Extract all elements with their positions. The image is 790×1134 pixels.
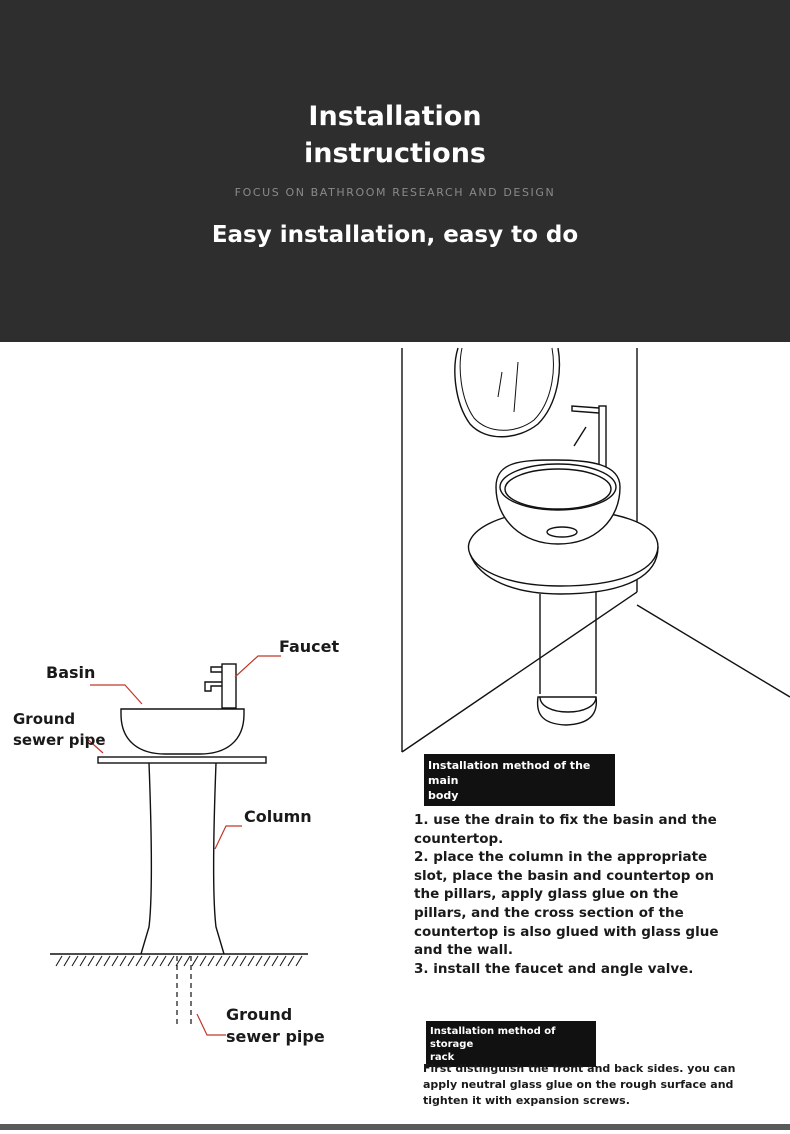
storage-rack-heading-line1: Installation method of storage [430,1026,556,1050]
ground-sewer-bottom-line1: Ground [226,1005,293,1024]
floor-right-edge [637,605,790,697]
pedestal-diagram [0,342,390,1122]
basin-label: Basin [46,663,96,682]
title-line-1: Installation [308,101,482,132]
ground-sewer-bottom-label [226,1004,325,1048]
ground-sewer-top-line2: sewer pipe [13,731,106,749]
step-2: 2. place the column in the appropriate slot, place the basin and countertop on the pillars, apply glass glue on the pillars, and the cross section of the countertop is also glued with glass glue and the wall. [414,849,719,959]
floor-hatch [56,956,302,966]
sewer-pipe-drawing [177,956,191,1028]
main-body-heading [424,754,615,806]
step-3: 3. install the faucet and angle valve. [414,960,694,977]
room-faucet-drawing [572,406,606,468]
room-scene-svg [390,342,790,762]
ground-sewer-bottom-line2: sewer pipe [226,1027,325,1046]
main-body-heading-line2: body [428,789,459,802]
page-title [0,98,790,172]
storage-rack-text: First distinguish the front and back sides. you can apply neutral glass glue on the rough surface and tighten it with expansion screws. [423,1062,736,1107]
main-body-steps [414,811,734,978]
column-label: Column [244,807,312,826]
ground-sewer-top-line1: Ground [13,710,76,728]
faucet-label: Faucet [279,637,340,656]
bottom-divider [0,1124,790,1130]
main-body-heading-line1: Installation method of the main [428,759,591,787]
column-drawing [141,763,224,954]
subtitle: FOCUS ON BATHROOM RESEARCH AND DESIGN [234,186,556,199]
mirror-drawing [455,348,560,437]
tagline: Easy installation, easy to do [211,222,579,248]
step-1: 1. use the drain to fix the basin and the countertop. [414,812,717,847]
room-column-drawing [540,592,596,694]
faucet-drawing [205,664,236,708]
basin-bowl-drawing [121,709,244,754]
ground-sewer-top-label [13,709,106,751]
wall-floor-edge [402,592,637,752]
header-banner [0,0,790,342]
title-line-2: instructions [304,138,486,169]
storage-rack-heading-line2: rack [430,1052,455,1063]
countertop-drawing [98,757,266,763]
room-scene-drawing [390,342,790,762]
